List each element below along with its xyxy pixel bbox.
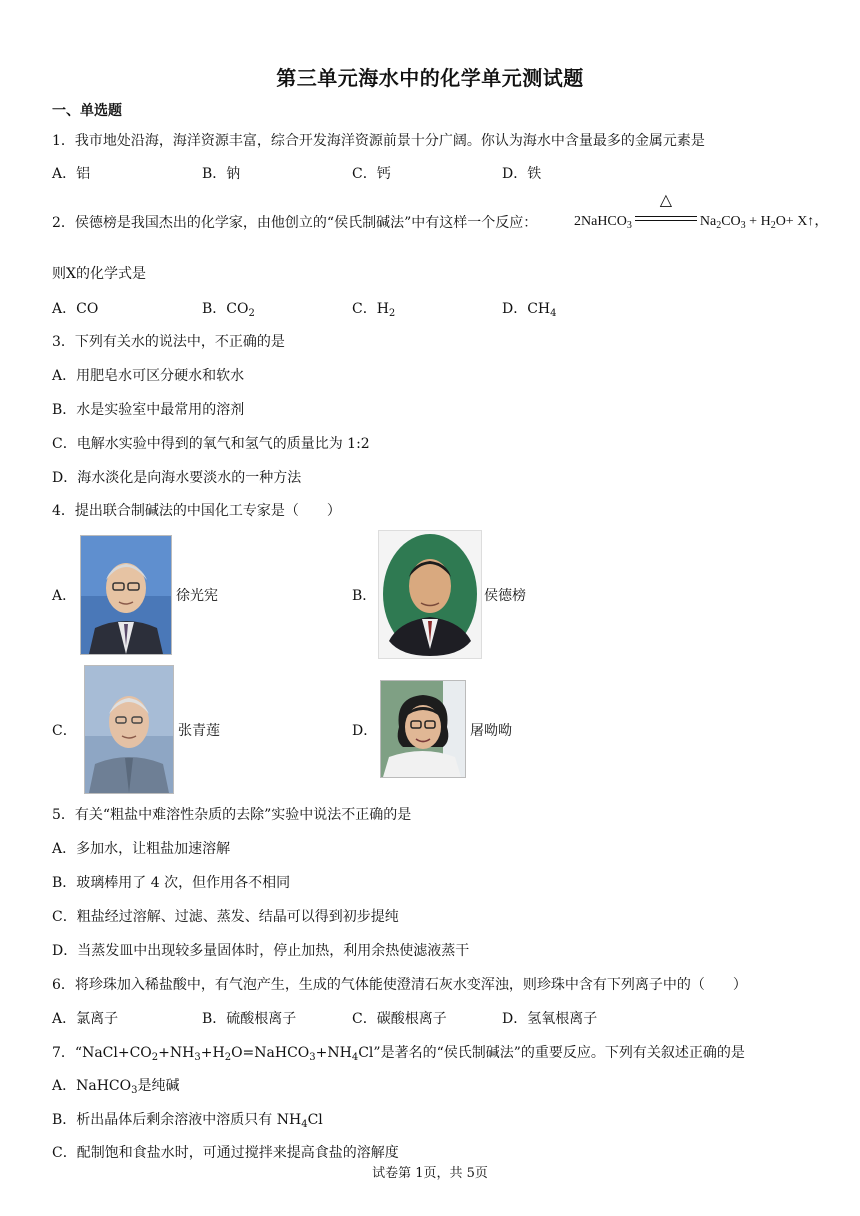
question-5-stem: 5．有关“粗盐中难溶性杂质的去除”实验中说法不正确的是: [52, 807, 412, 823]
question-6-option-b: B．硫酸根离子: [202, 1011, 297, 1027]
portrait-zhang-qinglian: [84, 665, 174, 794]
question-7-option-c: C．配制饱和食盐水时，可通过搅拌来提高食盐的溶解度: [52, 1145, 399, 1161]
equation-product: O+ X↑: [775, 214, 815, 229]
portrait-tu-youyou: [380, 680, 466, 778]
question-3-option-a: A．用肥皂水可区分硬水和软水: [52, 368, 245, 384]
question-1-option-a: A．铝: [52, 166, 91, 182]
stem-text: Cl”是著名的“侯氏制碱法”的重要反应。下列有关叙述正确的是: [358, 1045, 745, 1061]
question-1-option-c: C．钙: [352, 166, 391, 182]
stem-text: +NH: [315, 1045, 352, 1061]
option-text: B．析出晶体后剩余溶液中溶质只有 NH: [52, 1112, 302, 1128]
stem-subscript: 4: [351, 1052, 359, 1063]
option-text: D．CH: [502, 301, 551, 317]
equation-product: CO: [721, 214, 741, 229]
stem-subscript: 2: [151, 1052, 159, 1063]
portrait-image: [379, 531, 481, 658]
question-5-option-d: D．当蒸发皿中出现较多量固体时，停止加热，利用余热使滤液蒸干: [52, 943, 470, 959]
option-subscript: 3: [131, 1085, 138, 1096]
equation-punctuation: ，: [814, 214, 829, 229]
heat-condition-icon: △: [659, 192, 673, 209]
stem-subscript: 3: [194, 1052, 201, 1063]
portrait-caption-c: 张青莲: [178, 723, 220, 739]
question-1-option-d: D．铁: [502, 166, 542, 182]
question-3-option-d: D．海水淡化是向海水要淡水的一种方法: [52, 470, 302, 486]
question-2-option-d: [502, 298, 557, 319]
portrait-xu-guangxian: [80, 535, 172, 655]
question-4-option-b: B．: [352, 588, 377, 604]
question-6-option-a: A．氯离子: [52, 1011, 119, 1027]
portrait-image: [381, 681, 465, 777]
question-2-option-a: A．CO: [52, 301, 99, 317]
question-4-option-a: A．: [52, 588, 77, 604]
portrait-image: [81, 536, 171, 654]
question-7-option-b: [52, 1109, 323, 1130]
option-subscript: 4: [301, 1119, 308, 1130]
stem-text: 7．“NaCl+CO: [52, 1045, 152, 1061]
stem-text: +H: [200, 1045, 225, 1061]
question-4-option-c: C．: [52, 723, 77, 739]
option-text: C．H: [352, 301, 389, 317]
question-5-option-a: A．多加水，让粗盐加速溶解: [52, 841, 231, 857]
option-subscript: 2: [248, 308, 255, 319]
option-text: Cl: [307, 1112, 323, 1128]
question-2-option-b: [202, 298, 255, 319]
portrait-image: [85, 666, 173, 793]
portrait-caption-d: 屠呦呦: [470, 723, 512, 739]
page-title: 第三单元海水中的化学单元测试题: [276, 66, 584, 90]
question-1-stem: 1．我市地处沿海，海洋资源丰富，综合开发海洋资源前景十分广阔。你认为海水中含量最多的金属元素是: [52, 133, 705, 149]
question-6-option-d: D．氢氧根离子: [502, 1011, 598, 1027]
option-text: A．NaHCO: [52, 1078, 132, 1094]
stem-text: O=NaHCO: [231, 1045, 310, 1061]
question-1-option-b: B．钠: [202, 166, 241, 182]
question-5-option-b: B．玻璃棒用了 4 次，但作用各不相同: [52, 875, 291, 891]
section-heading: 一、单选题: [52, 103, 122, 119]
equation-subscript: 2: [770, 220, 776, 231]
equation-subscript: 3: [626, 220, 632, 231]
equation-subscript: 3: [740, 220, 746, 231]
option-text: B．CO: [202, 301, 249, 317]
option-subscript: 2: [388, 308, 396, 319]
stem-subscript: 2: [224, 1052, 232, 1063]
stem-subscript: 3: [309, 1052, 316, 1063]
portrait-hou-debang: [378, 530, 482, 659]
portrait-caption-a: 徐光宪: [176, 588, 218, 604]
question-7-option-a: [52, 1075, 179, 1096]
question-5-option-c: C．粗盐经过溶解、过滤、蒸发、结晶可以得到初步提纯: [52, 909, 399, 925]
question-4-option-d: D．: [352, 723, 378, 739]
equation-reactant: 2NaHCO: [574, 214, 627, 229]
equation-subscript: 2: [716, 220, 722, 231]
question-3-stem: 3．下列有关水的说法中，不正确的是: [52, 334, 285, 350]
stem-text: +NH: [158, 1045, 195, 1061]
question-2-stem: 2．侯德榜是我国杰出的化学家，由他创立的“侯氏制碱法”中有这样一个反应：: [52, 215, 538, 231]
question-3-option-c: C．电解水实验中得到的氧气和氢气的质量比为 1:2: [52, 436, 370, 452]
equation-product: + H: [745, 214, 771, 229]
question-4-stem: 4．提出联合制碱法的中国化工专家是（ ）: [52, 503, 341, 519]
page-footer: 试卷第 1页，共 5页: [372, 1166, 488, 1181]
question-7-stem: [52, 1042, 745, 1063]
equation-double-line: [635, 192, 697, 226]
question-2-option-c: [352, 298, 395, 319]
question-2-stem-continued: 则X的化学式是: [52, 266, 146, 282]
question-3-option-b: B．水是实验室中最常用的溶剂: [52, 402, 245, 418]
option-text: 是纯碱: [137, 1078, 180, 1094]
chemical-equation: [574, 192, 829, 231]
option-subscript: 4: [550, 308, 557, 319]
equation-product: Na: [699, 214, 717, 229]
portrait-caption-b: 侯德榜: [484, 588, 526, 604]
question-6-option-c: C．碳酸根离子: [352, 1011, 447, 1027]
question-6-stem: 6．将珍珠加入稀盐酸中，有气泡产生，生成的气体能使澄清石灰水变浑浊，则珍珠中含有下列离子中的（ ）: [52, 977, 747, 993]
